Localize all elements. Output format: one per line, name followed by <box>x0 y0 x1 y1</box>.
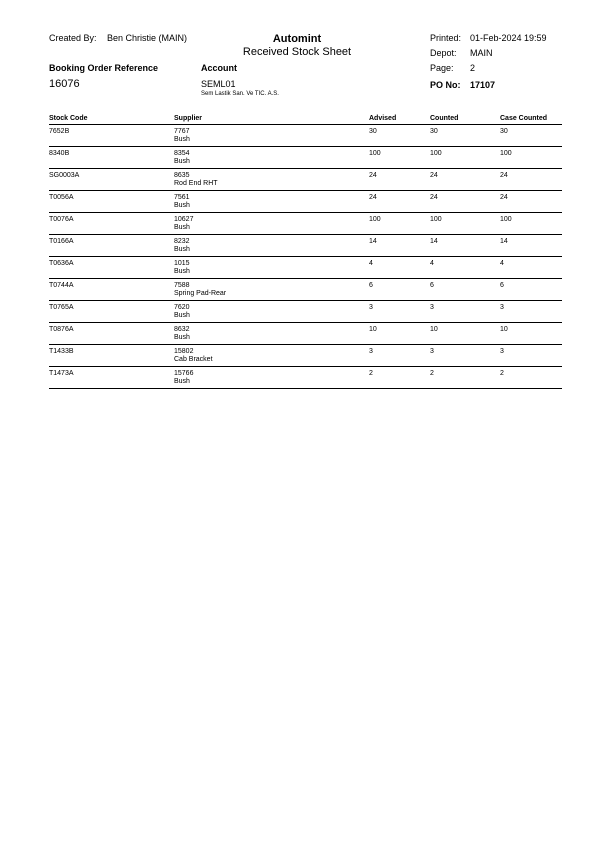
depot-label: Depot: <box>430 48 457 58</box>
supplier-cell: 10627 <box>174 216 194 223</box>
col-header-supplier: Supplier <box>174 115 203 122</box>
counted-cell: 100 <box>430 150 442 157</box>
case-counted-cell: 24 <box>500 172 508 179</box>
counted-cell: 2 <box>430 370 434 377</box>
stock-code-cell: T0166A <box>49 238 74 245</box>
counted-cell: 24 <box>430 172 438 179</box>
advised-cell: 10 <box>369 326 377 333</box>
stock-code-cell: T0636A <box>49 260 74 267</box>
description-cell: Bush <box>174 268 190 275</box>
account-name: Sem Lastik San. Ve TIC. A.S. <box>201 91 279 97</box>
table-row <box>49 235 562 257</box>
stock-code-cell: T0056A <box>49 194 74 201</box>
description-cell: Cab Bracket <box>174 356 213 363</box>
case-counted-cell: 4 <box>500 260 504 267</box>
account-code: SEML01 <box>201 79 236 89</box>
supplier-cell: 1015 <box>174 260 190 267</box>
stock-code-cell: T1473A <box>49 370 74 377</box>
page-label: Page: <box>430 63 454 73</box>
printed-label: Printed: <box>430 33 462 43</box>
counted-cell: 10 <box>430 326 438 333</box>
case-counted-cell: 10 <box>500 326 508 333</box>
supplier-cell: 8232 <box>174 238 190 245</box>
table-row <box>49 191 562 213</box>
stock-code-cell: 8340B <box>49 150 70 157</box>
counted-cell: 3 <box>430 348 434 355</box>
printed-value: 01-Feb-2024 19:59 <box>470 33 547 43</box>
counted-cell: 3 <box>430 304 434 311</box>
counted-cell: 14 <box>430 238 438 245</box>
table-row <box>49 125 562 147</box>
description-cell: Bush <box>174 136 190 143</box>
table-row <box>49 169 562 191</box>
description-cell: Bush <box>174 224 190 231</box>
advised-cell: 3 <box>369 304 373 311</box>
case-counted-cell: 24 <box>500 194 508 201</box>
page-title: Received Stock Sheet <box>242 46 352 58</box>
advised-cell: 14 <box>369 238 377 245</box>
po-number: 17107 <box>470 80 496 90</box>
supplier-cell: 7767 <box>174 128 190 135</box>
created-by-label: Created By: <box>49 33 97 43</box>
supplier-cell: 8632 <box>174 326 190 333</box>
supplier-cell: 7561 <box>174 194 190 201</box>
advised-cell: 100 <box>369 150 381 157</box>
advised-cell: 100 <box>369 216 381 223</box>
depot-value: MAIN <box>470 48 493 58</box>
booking-order-label: Booking Order Reference <box>49 63 159 73</box>
counted-cell: 30 <box>430 128 438 135</box>
description-cell: Spring Pad-Rear <box>174 290 227 297</box>
advised-cell: 4 <box>369 260 373 267</box>
col-header-case-counted: Case Counted <box>500 115 548 122</box>
counted-cell: 24 <box>430 194 438 201</box>
col-header-stock-code: Stock Code <box>49 115 88 122</box>
page-number: 2 <box>470 63 476 73</box>
case-counted-cell: 6 <box>500 282 504 289</box>
description-cell: Bush <box>174 158 190 165</box>
stock-code-cell: 7652B <box>49 128 70 135</box>
stock-code-cell: T0765A <box>49 304 74 311</box>
table-row <box>49 323 562 345</box>
description-cell: Bush <box>174 334 190 341</box>
stock-code-cell: T1433B <box>49 348 74 355</box>
advised-cell: 24 <box>369 172 377 179</box>
stock-code-cell: T0076A <box>49 216 74 223</box>
supplier-cell: 7620 <box>174 304 190 311</box>
table-row <box>49 367 562 389</box>
advised-cell: 24 <box>369 194 377 201</box>
stock-table-body <box>49 125 562 389</box>
supplier-cell: 15802 <box>174 348 194 355</box>
stock-code-cell: SG0003A <box>49 172 80 179</box>
advised-cell: 6 <box>369 282 373 289</box>
case-counted-cell: 3 <box>500 348 504 355</box>
table-row <box>49 257 562 279</box>
case-counted-cell: 14 <box>500 238 508 245</box>
created-by-value: Ben Christie (MAIN) <box>107 33 188 43</box>
counted-cell: 100 <box>430 216 442 223</box>
case-counted-cell: 100 <box>500 150 512 157</box>
description-cell: Bush <box>174 378 190 385</box>
counted-cell: 4 <box>430 260 434 267</box>
counted-cell: 6 <box>430 282 434 289</box>
case-counted-cell: 3 <box>500 304 504 311</box>
description-cell: Rod End RHT <box>174 180 218 187</box>
description-cell: Bush <box>174 246 190 253</box>
supplier-cell: 8354 <box>174 150 190 157</box>
table-row <box>49 279 562 301</box>
table-row <box>49 213 562 235</box>
supplier-cell: 8635 <box>174 172 190 179</box>
supplier-cell: 15766 <box>174 370 194 377</box>
description-cell: Bush <box>174 312 190 319</box>
po-label: PO No: <box>430 80 461 90</box>
table-row <box>49 147 562 169</box>
booking-order-value: 16076 <box>49 78 80 90</box>
table-row <box>49 345 562 367</box>
col-header-advised: Advised <box>369 115 397 122</box>
case-counted-cell: 100 <box>500 216 512 223</box>
stock-code-cell: T0744A <box>49 282 74 289</box>
advised-cell: 2 <box>369 370 373 377</box>
case-counted-cell: 30 <box>500 128 508 135</box>
advised-cell: 30 <box>369 128 377 135</box>
account-label: Account <box>201 63 237 73</box>
supplier-cell: 7588 <box>174 282 190 289</box>
advised-cell: 3 <box>369 348 373 355</box>
table-row <box>49 301 562 323</box>
stock-code-cell: T0876A <box>49 326 74 333</box>
col-header-counted: Counted <box>430 115 459 122</box>
case-counted-cell: 2 <box>500 370 504 377</box>
company-name: Automint <box>272 33 322 45</box>
description-cell: Bush <box>174 202 190 209</box>
